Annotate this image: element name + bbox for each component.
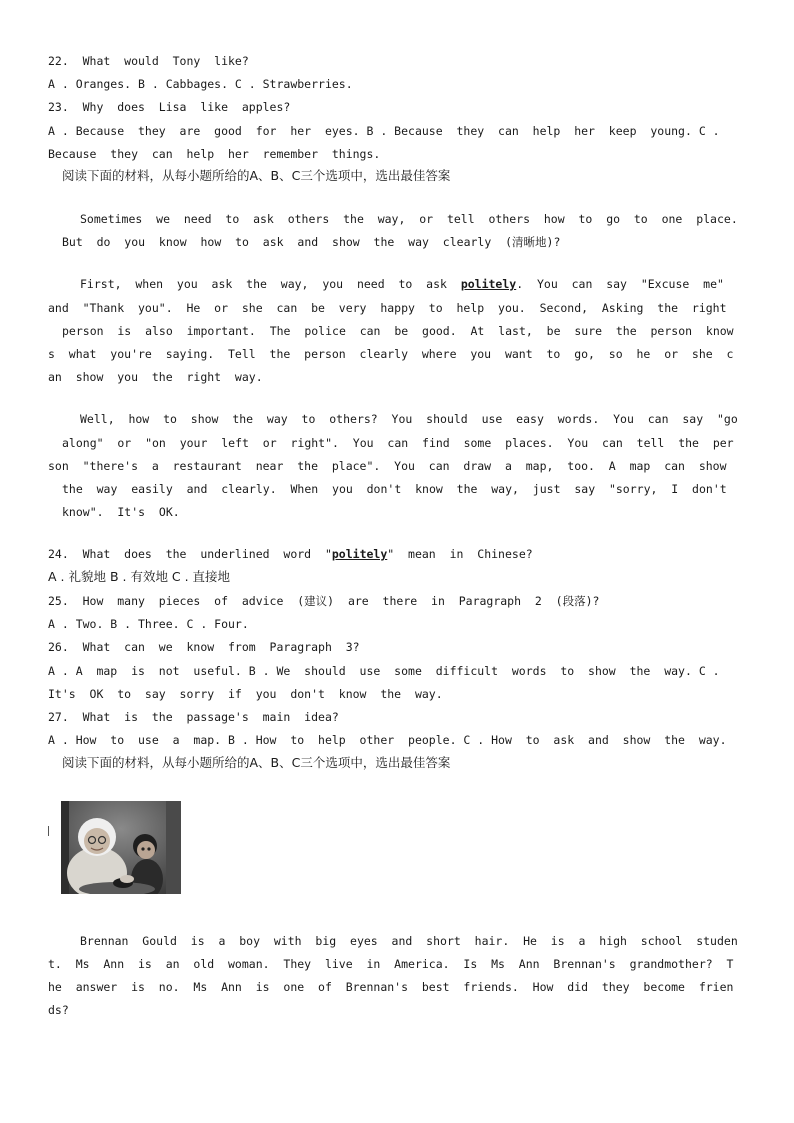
passage-p1-line1: Sometimes we need to ask others the way, or tell others how to go to one place. [80,212,738,226]
section-instruction: 阅读下面的材料，从每小题所给的A、B、C三个选项中，选出最佳答案 [62,755,451,770]
passage2-line2: t. Ms Ann is an old woman. They live in America. Is Ms Ann Brennan's grandmother? T [48,957,734,971]
q23-options-line2: Because they can help her remember things. [48,147,381,161]
margin-mark [48,826,52,836]
grandmother-boy-photo [61,801,181,894]
q25-options: A . Two. B . Three. C . Four. [48,617,249,631]
passage-p1-line2: But do you know how to ask and show the way clearly (清晰地)? [62,235,561,249]
q23-question: 23. Why does Lisa like apples? [48,100,291,114]
passage-p3-line1: Well, how to show the way to others? You should use easy words. You can say "go [80,412,738,426]
q23-options-line1: A . Because they are good for her eyes. B . Because they can help her keep young. C . [48,124,720,138]
underlined-word: politely [460,277,517,291]
q27-question: 27. What is the passage's main idea? [48,710,339,724]
passage-p2-line4: s what you're saying. Tell the person clearly where you want to go, so he or she c [48,347,734,361]
passage-p3-line4: the way easily and clearly. When you don't know the way, just say "sorry, I don't [62,482,727,496]
passage-p3-line2: along" or "on your left or right". You can find some places. You can tell the per [62,436,734,450]
passage2-line3: he answer is no. Ms Ann is one of Brennan's best friends. How did they become frien [48,980,734,994]
q26-options-line1: A . A map is not useful. B . We should use some difficult words to show the way. C . [48,664,720,678]
passage-p2-line5: an show you the right way. [48,370,263,384]
q24-question: 24. What does the underlined word "politely" mean in Chinese? [48,547,533,561]
passage-p2-line3: person is also important. The police can be good. At last, be sure the person know [62,324,734,338]
passage2-line4: ds? [48,1003,69,1017]
passage2-line1: Brennan Gould is a boy with big eyes and short hair. He is a high school studen [80,934,738,948]
q25-question: 25. How many pieces of advice (建议) are there in Paragraph 2 (段落)? [48,594,600,608]
q22-question: 22. What would Tony like? [48,54,249,68]
passage-p2-line2: and "Thank you". He or she can be very happy to help you. Second, Asking the right [48,301,727,315]
q26-question: 26. What can we know from Paragraph 3? [48,640,360,654]
q26-options-line2: It's OK to say sorry if you don't know the way. [48,687,443,701]
q22-options: A . Oranges. B . Cabbages. C . Strawberries. [48,77,353,91]
passage-p3-line3: son "there's a restaurant near the place". You can draw a map, too. A map can show [48,459,727,473]
passage-p3-line5: know". It's OK. [62,505,180,519]
section-instruction: 阅读下面的材料，从每小题所给的A、B、C三个选项中，选出最佳答案 [62,168,451,183]
passage-p2-line1: First, when you ask the way, you need to ask politely. You can say "Excuse me" [80,277,724,291]
underlined-word: politely [331,547,388,561]
q27-options: A . How to use a map. B . How to help other people. C . How to ask and show the way. [48,733,727,747]
q24-options: A . 礼貌地 B . 有效地 C . 直接地 [48,569,231,584]
